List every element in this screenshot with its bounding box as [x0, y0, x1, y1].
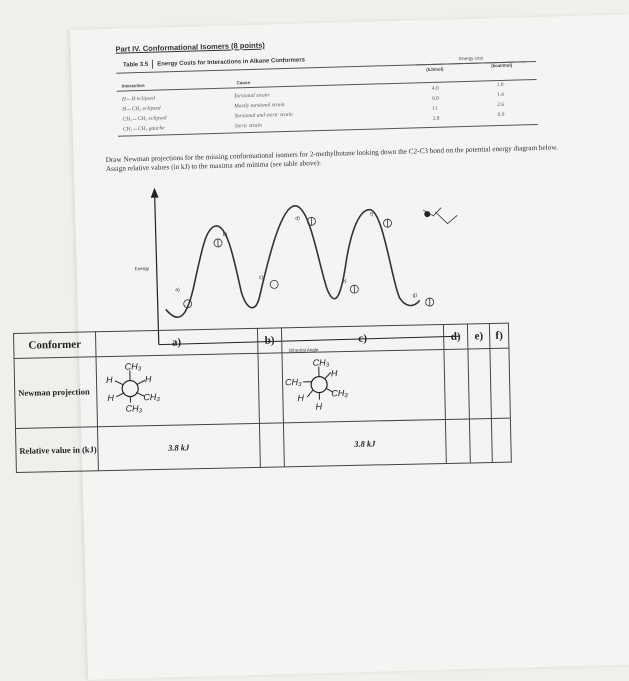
relative-value-a: 3.8 kJ — [97, 424, 259, 471]
svg-text:H: H — [315, 401, 323, 412]
row2-interaction: H↔CH₃ eclipsed — [122, 105, 161, 113]
row3-cause: Torsional and steric strain — [234, 111, 293, 120]
row4-cause: Steric strain — [234, 122, 262, 130]
header-e: e) — [468, 324, 490, 349]
point-label-c: c) — [258, 274, 264, 281]
scribble-dot — [424, 211, 430, 217]
newman-icons — [181, 211, 433, 313]
relative-value-b — [259, 423, 284, 467]
relative-value-e — [470, 419, 493, 463]
newman-d — [444, 349, 470, 420]
row2-cause: Mostly torsional strain — [234, 102, 285, 110]
y-axis-arrow — [150, 188, 158, 198]
row-newman-label: Newman projection — [14, 356, 97, 428]
row2-kcal: 1.4 — [496, 91, 504, 99]
point-label-f: f) — [370, 211, 374, 218]
energy-cost-header: Energy cost — [458, 55, 483, 62]
row3-kj: 11 — [432, 105, 438, 112]
svg-text:H: H — [330, 368, 338, 379]
row4-kcal: 0.9 — [497, 111, 505, 119]
part-heading: Part IV. Conformational Isomers (8 points) — [115, 40, 265, 54]
row1-kj: 4.0 — [431, 85, 439, 92]
row4-kj: 3.8 — [432, 115, 440, 122]
x-axis-label: Dihedral Angle — [288, 347, 319, 354]
table-header-rule — [117, 79, 537, 92]
table-label: Table 3.5 — [122, 61, 149, 69]
col-cause: Cause — [236, 79, 251, 86]
row1-cause: Torsional strain — [233, 92, 270, 100]
header-d: d) — [443, 324, 468, 349]
svg-text:H: H — [105, 374, 113, 385]
svg-text:CH₃: CH₃ — [125, 403, 143, 414]
point-label-d: d) — [295, 215, 300, 222]
header-conformer: Conformer — [14, 332, 96, 358]
point-label-a: a) — [175, 287, 180, 294]
svg-text:CH₃: CH₃ — [331, 387, 349, 399]
svg-text:H: H — [297, 392, 305, 403]
newman-b — [258, 352, 284, 423]
svg-text:CH₃: CH₃ — [312, 357, 330, 368]
answer-table — [13, 323, 512, 473]
newman-c — [282, 349, 445, 423]
y-axis — [155, 195, 159, 345]
point-label-e: e) — [342, 278, 347, 285]
y-axis-label: Energy — [134, 265, 150, 272]
row3-kcal: 2.6 — [497, 101, 505, 109]
col-interaction: Interaction — [121, 82, 145, 89]
svg-text:CH₃: CH₃ — [285, 376, 302, 388]
row4-interaction: CH₃↔CH₃ gauche — [122, 125, 165, 133]
newman-c-drawing — [283, 354, 354, 415]
instruction-text: Draw Newman projections for the missing conformational isomers for 2-methylbutane looking down the C2-C3 bond on the potential energy diagram below. Assign relative values (in kJ) to the maxima and minima (see table above): — [105, 143, 558, 174]
row-relative-label: Relative value in (kJ) — [16, 427, 99, 473]
newman-f — [490, 348, 510, 419]
svg-text:H: H — [144, 373, 152, 385]
relative-value-c: 3.8 kJ — [284, 420, 446, 467]
svg-text:CH₃: CH₃ — [124, 361, 142, 372]
header-f: f) — [489, 323, 509, 348]
header-a: a) — [95, 328, 257, 356]
point-label-g: g) — [412, 292, 418, 299]
newman-a — [96, 353, 259, 427]
energy-curve — [163, 202, 420, 317]
relative-value-f — [491, 418, 511, 462]
table-title: Energy Costs for Interactions in Alkane Conformers — [157, 57, 306, 68]
row1-kcal: 1.0 — [496, 81, 504, 89]
newman-a-drawing — [97, 358, 168, 419]
row1-interaction: H↔H eclipsed — [121, 95, 155, 103]
table-bottom-rule — [118, 124, 538, 137]
newman-e — [468, 348, 491, 419]
header-b: b) — [257, 328, 282, 353]
col-kcal: (kcal/mol) — [491, 62, 513, 69]
svg-text:H: H — [107, 392, 114, 403]
relative-value-d — [445, 419, 470, 463]
svg-text:CH₃: CH₃ — [143, 391, 161, 403]
row2-kj: 6.0 — [431, 95, 440, 102]
col-kj: (kJ/mol) — [426, 66, 444, 73]
point-label-b: b) — [222, 231, 228, 238]
row3-interaction: CH₃↔CH₃ eclipsed — [122, 115, 167, 123]
header-c: c) — [282, 324, 444, 352]
